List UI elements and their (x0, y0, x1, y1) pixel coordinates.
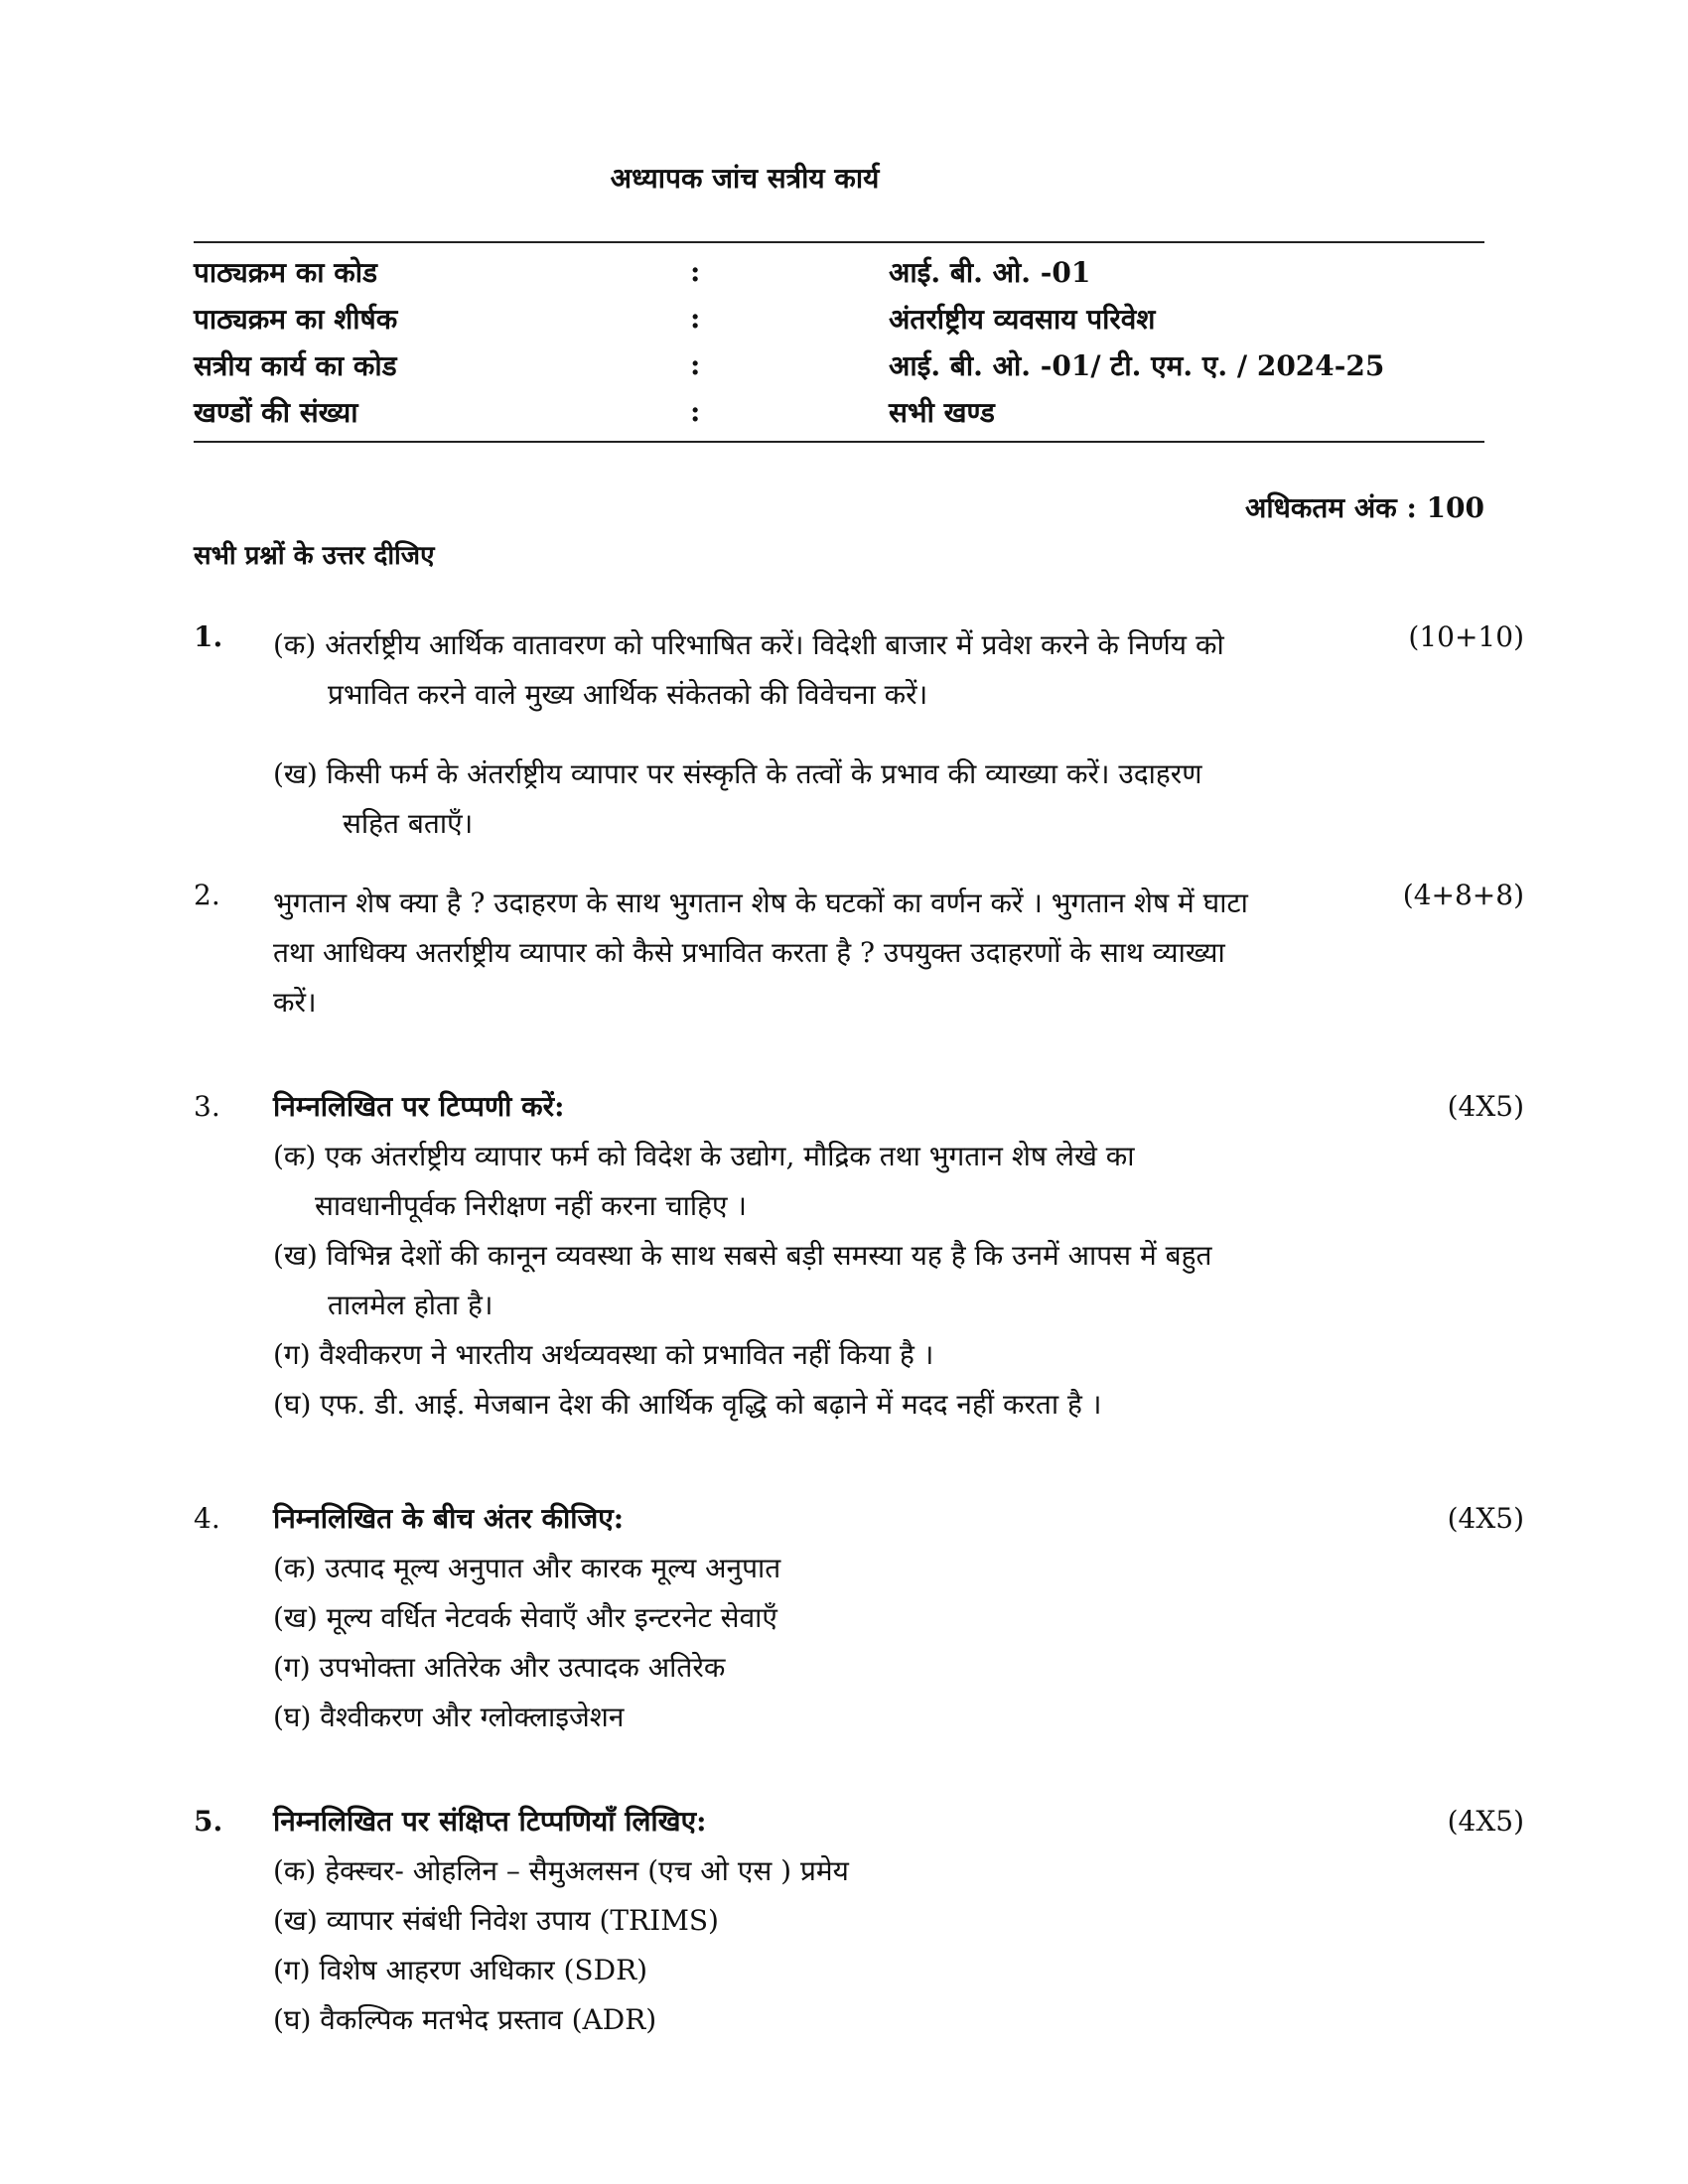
part-line: (क) अंतर्राष्ट्रीय आर्थिक वातावरण को परिभाषित करें। विदेशी बाजार में प्रवेश करने के निर्णय को (273, 628, 1224, 661)
part-line: (ख) विभिन्न देशों की कानून व्यवस्था के साथ सबसे बड़ी समस्या यह है कि उनमें आपस में बहुत (273, 1239, 1212, 1272)
question-part (273, 1231, 1395, 1330)
info-label: सत्रीय कार्य का कोड (194, 348, 397, 382)
info-colon: : (690, 302, 701, 335)
question-marks: (4X5) (1447, 1805, 1524, 1838)
question-part (273, 620, 1395, 720)
page-title: अध्यापक जांच सत्रीय कार्य (610, 162, 880, 195)
question-text (273, 879, 1395, 1027)
question-part: (क) हेक्स्चर- ओहलिन – सैमुअलसन (एच ओ एस ) प्रमेय (273, 1854, 849, 1887)
question-part: (ख) व्यापार संबंधी निवेश उपाय (TRIMS) (273, 1904, 719, 1937)
question-part (273, 750, 1395, 849)
info-row-assignment-code (194, 341, 1484, 388)
question-part (273, 1132, 1395, 1231)
question-part: (घ) एफ. डी. आई. मेजबान देश की आर्थिक वृद्धि को बढ़ाने में मदद नहीं करता है । (273, 1388, 1102, 1421)
question-part: (ग) उपभोक्ता अतिरेक और उत्पादक अतिरेक (273, 1651, 726, 1684)
info-row-course-title (194, 295, 1484, 341)
question-heading: निम्नलिखित पर संक्षिप्त टिप्पणियाँ लिखिए: (273, 1805, 707, 1838)
instruction: सभी प्रश्नों के उत्तर दीजिए (194, 541, 435, 571)
info-label: खण्डों की संख्या (194, 395, 358, 429)
info-value: सभी खण्ड (889, 395, 995, 429)
info-row-blocks (194, 388, 1484, 435)
info-label: पाठ्यक्रम का शीर्षक (194, 302, 398, 336)
question-part: (ग) विशेष आहरण अधिकार (SDR) (273, 1954, 648, 1986)
question-body (273, 1494, 1395, 1742)
question-number: 2. (194, 879, 220, 911)
info-colon: : (690, 348, 701, 381)
part-line: सहित बताएँ। (343, 807, 474, 840)
course-info-table (194, 241, 1484, 443)
question-number: 1. (194, 620, 223, 653)
question-part: (ग) वैश्वीकरण ने भारतीय अर्थव्यवस्था को प्रभावित नहीं किया है । (273, 1338, 934, 1371)
question-body (273, 1797, 1395, 2045)
question-number: 5. (194, 1805, 223, 1838)
max-marks: अधिकतम अंक : 100 (1245, 491, 1484, 524)
info-colon: : (690, 255, 701, 288)
question-heading: निम्नलिखित के बीच अंतर कीजिए: (273, 1502, 625, 1535)
question-part: (घ) वैश्वीकरण और ग्लोक्लाइजेशन (273, 1701, 625, 1733)
info-label: पाठ्यक्रम का कोड (194, 255, 378, 289)
part-line: सावधानीपूर्वक निरीक्षण नहीं करना चाहिए । (315, 1189, 747, 1222)
part-line: प्रभावित करने वाले मुख्य आर्थिक संकेतको की विवेचना करें। (328, 678, 928, 711)
question-marks: (4X5) (1447, 1502, 1524, 1535)
question-heading: निम्नलिखित पर टिप्पणी करें: (273, 1090, 565, 1123)
question-marks: (4X5) (1447, 1090, 1524, 1123)
question-body (273, 620, 1395, 849)
question-part: (ख) मूल्य वर्धित नेटवर्क सेवाएँ और इन्टरनेट सेवाएँ (273, 1601, 777, 1634)
question-body (273, 879, 1395, 1027)
text-line: करें। (273, 986, 317, 1019)
question-number: 3. (194, 1090, 220, 1123)
part-line: (क) एक अंतर्राष्ट्रीय व्यापार फर्म को विदेश के उद्योग, मौद्रिक तथा भुगतान शेष लेखे का (273, 1140, 1135, 1172)
part-line: तालमेल होता है। (328, 1289, 493, 1321)
info-value: आई. बी. ओ. -01 (889, 255, 1091, 289)
question-part: (घ) वैकल्पिक मतभेद प्रस्ताव (ADR) (273, 2003, 657, 2036)
info-value: आई. बी. ओ. -01/ टी. एम. ए. / 2024-25 (889, 348, 1385, 382)
info-row-course-code (194, 248, 1484, 295)
text-line: तथा आधिक्य अतर्राष्ट्रीय व्यापार को कैसे प्रभावित करता है ? उपयुक्त उदाहरणों के साथ व्याख्या (273, 936, 1225, 969)
part-line: (ख) किसी फर्म के अंतर्राष्ट्रीय व्यापार पर संस्कृति के तत्वों के प्रभाव की व्याख्या करें। उदाहरण (273, 757, 1202, 790)
info-colon: : (690, 395, 701, 428)
question-marks: (4+8+8) (1402, 879, 1524, 911)
question-body (273, 1082, 1395, 1430)
question-marks: (10+10) (1408, 620, 1524, 653)
info-value: अंतर्राष्ट्रीय व्यवसाय परिवेश (889, 302, 1156, 336)
question-part: (क) उत्पाद मूल्य अनुपात और कारक मूल्य अनुपात (273, 1552, 781, 1584)
text-line: भुगतान शेष क्या है ? उदाहरण के साथ भुगतान शेष के घटकों का वर्णन करें । भुगतान शेष में घाटा (273, 887, 1248, 919)
question-number: 4. (194, 1502, 220, 1535)
